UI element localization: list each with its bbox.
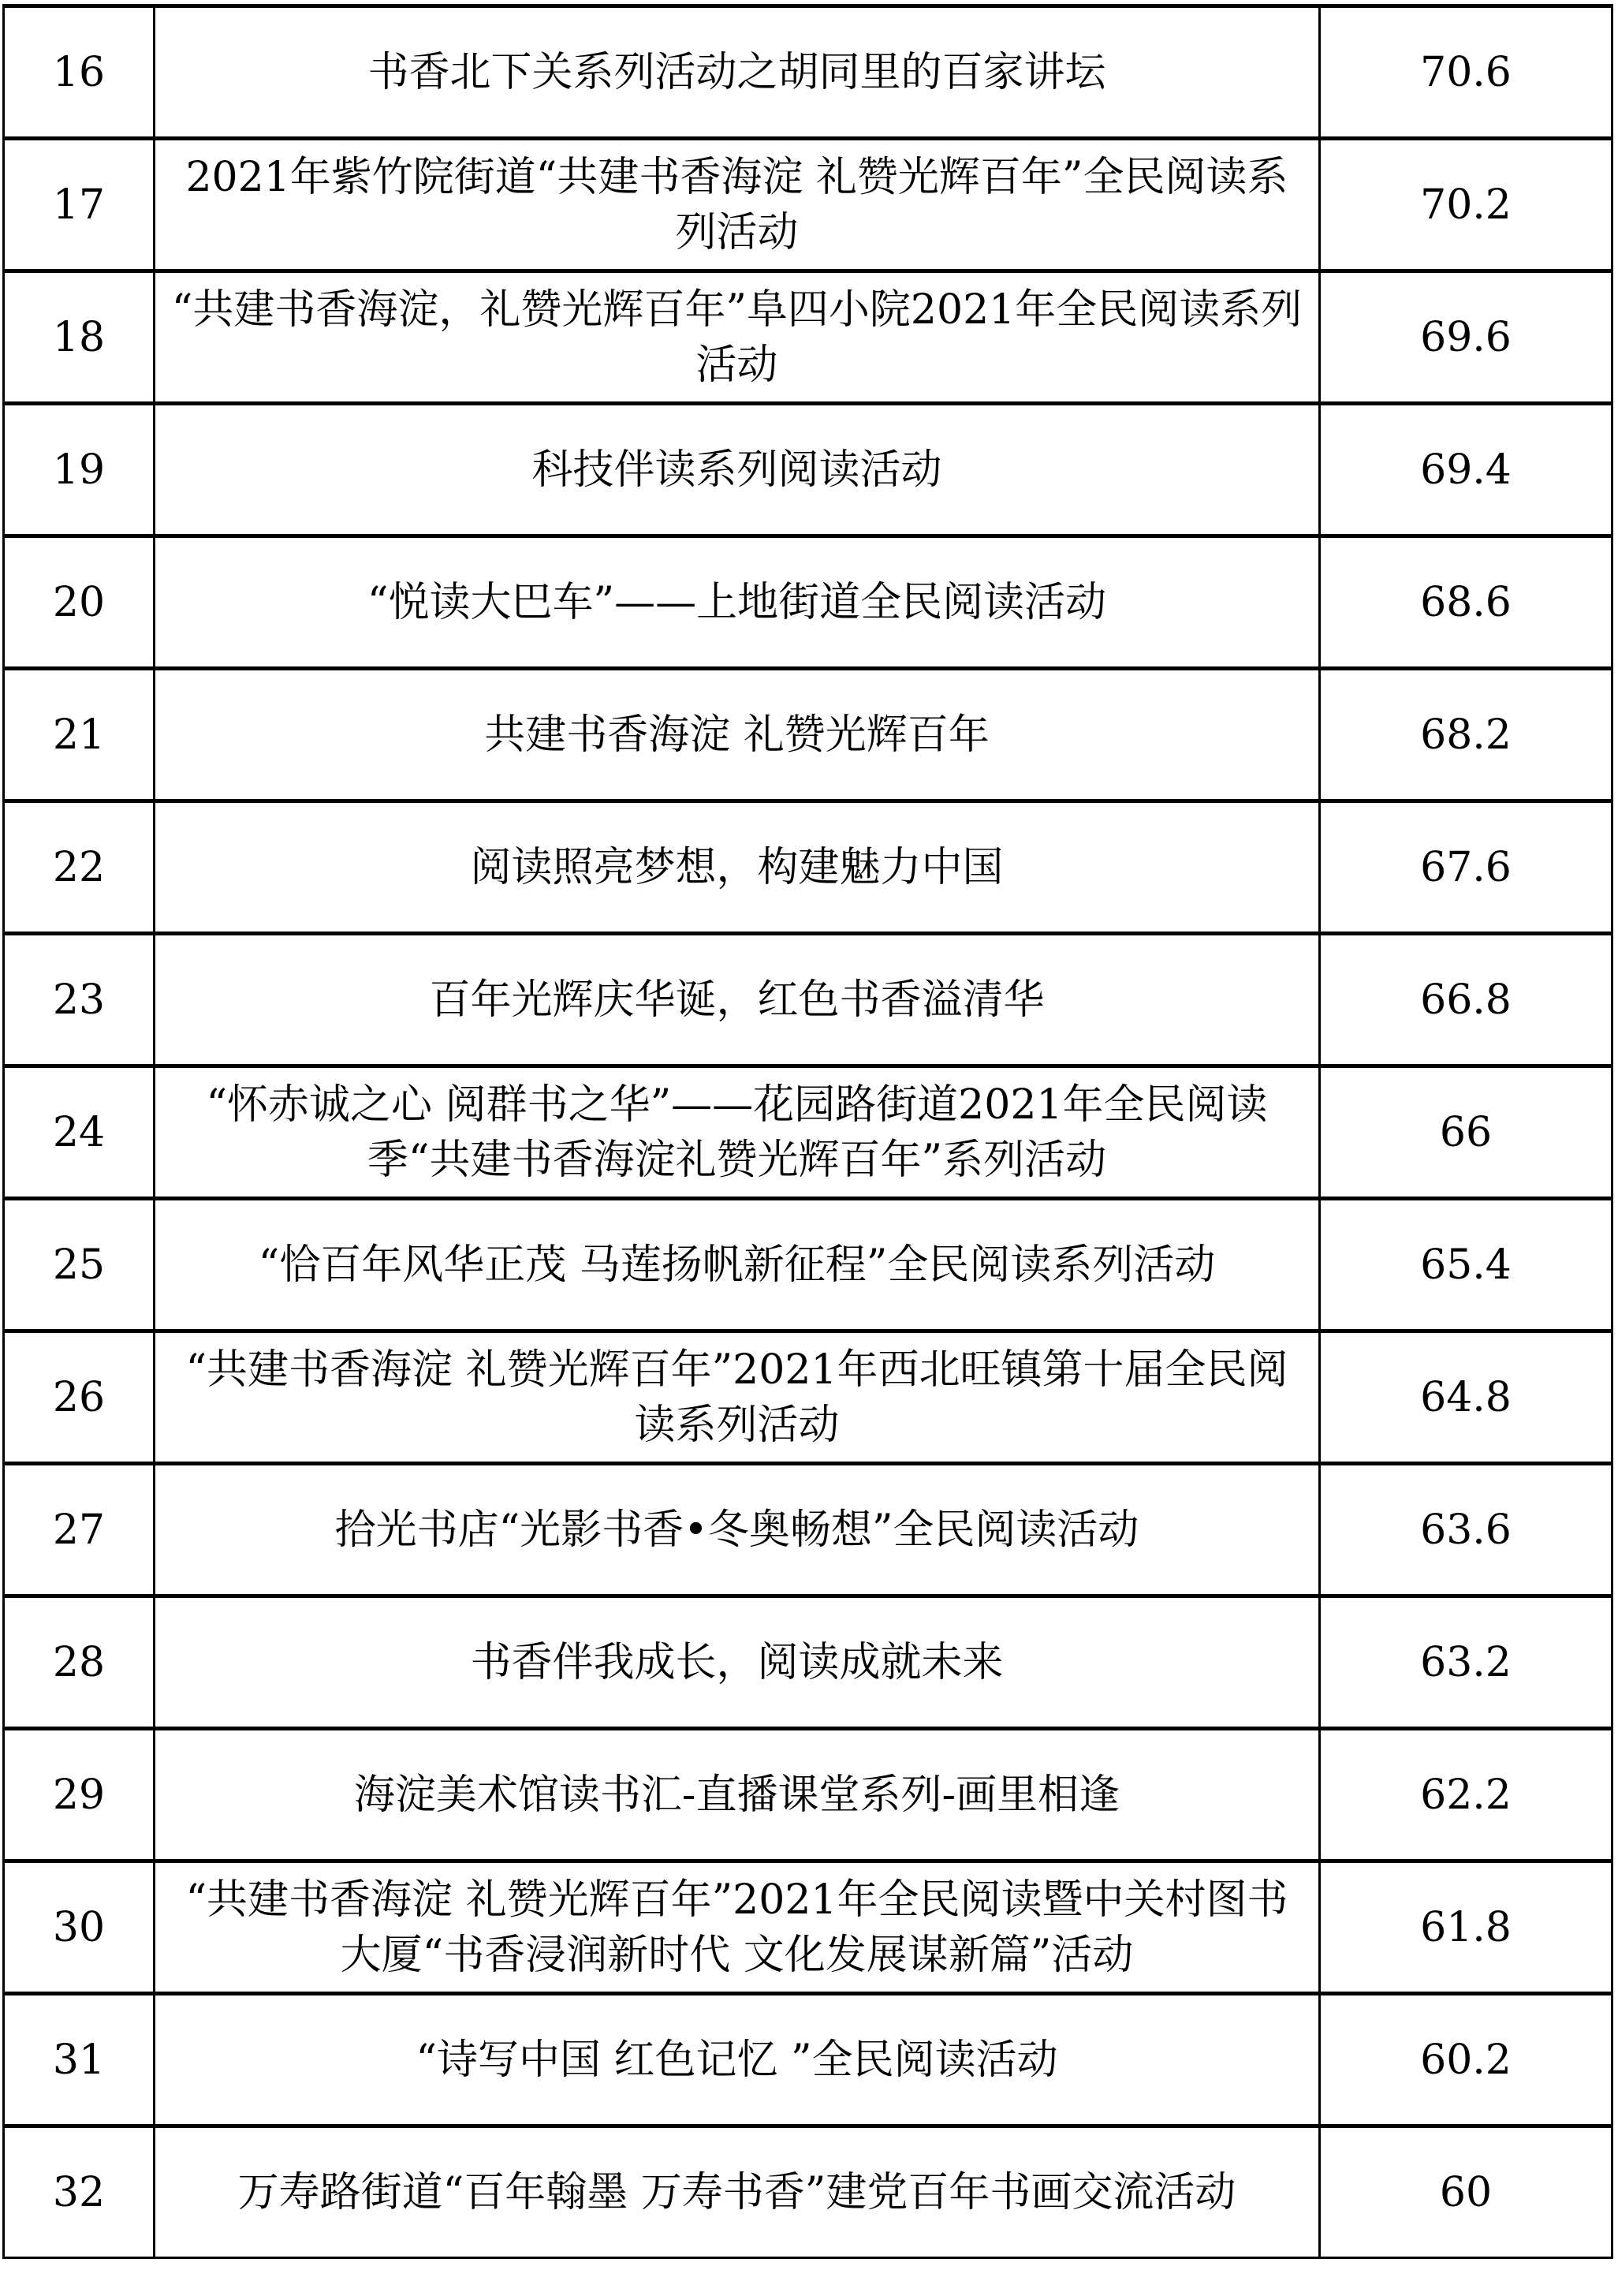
- table-row: [4, 1066, 1612, 1199]
- score-cell: 65.4: [1320, 1199, 1612, 1331]
- score-cell: 69.4: [1320, 404, 1612, 536]
- activity-name-cell: “共建书香海淀 礼赞光辉百年”2021年全民阅读暨中关村图书大厦“书香浸润新时代 文化发展谋新篇”活动: [155, 1861, 1320, 1994]
- table-row: [4, 1596, 1612, 1729]
- score-cell: 64.8: [1320, 1331, 1612, 1464]
- row-number-cell: 28: [4, 1596, 155, 1729]
- table-row: [4, 801, 1612, 934]
- score-cell: 60: [1320, 2126, 1612, 2258]
- table-row: [4, 139, 1612, 271]
- score-cell: 61.8: [1320, 1861, 1612, 1994]
- score-cell: 60.2: [1320, 1994, 1612, 2126]
- activity-name-cell: 阅读照亮梦想，构建魅力中国: [155, 801, 1320, 934]
- row-number-cell: 29: [4, 1729, 155, 1861]
- row-number-cell: 31: [4, 1994, 155, 2126]
- table-row: [4, 934, 1612, 1066]
- table-row: [4, 6, 1612, 139]
- activity-name-cell: 2021年紫竹院街道“共建书香海淀 礼赞光辉百年”全民阅读系列活动: [155, 139, 1320, 271]
- table-row: [4, 1331, 1612, 1464]
- score-cell: 63.2: [1320, 1596, 1612, 1729]
- row-number-cell: 30: [4, 1861, 155, 1994]
- table-row: [4, 271, 1612, 404]
- table-row: [4, 404, 1612, 536]
- activity-name-cell: 书香伴我成长，阅读成就未来: [155, 1596, 1320, 1729]
- row-number-cell: 23: [4, 934, 155, 1066]
- score-cell: 69.6: [1320, 271, 1612, 404]
- activity-name-cell: 书香北下关系列活动之胡同里的百家讲坛: [155, 6, 1320, 139]
- row-number-cell: 19: [4, 404, 155, 536]
- activity-name-cell: “悦读大巴车”——上地街道全民阅读活动: [155, 536, 1320, 669]
- activity-name-cell: 百年光辉庆华诞，红色书香溢清华: [155, 934, 1320, 1066]
- score-cell: 70.2: [1320, 139, 1612, 271]
- score-cell: 66.8: [1320, 934, 1612, 1066]
- activity-name-cell: “怀赤诚之心 阅群书之华”——花园路街道2021年全民阅读季“共建书香海淀礼赞光辉百年”系列活动: [155, 1066, 1320, 1199]
- row-number-cell: 21: [4, 669, 155, 801]
- activity-name-cell: 万寿路街道“百年翰墨 万寿书香”建党百年书画交流活动: [155, 2126, 1320, 2258]
- score-cell: 68.2: [1320, 669, 1612, 801]
- table-row: [4, 1464, 1612, 1596]
- activity-name-cell: “诗写中国 红色记忆 ”全民阅读活动: [155, 1994, 1320, 2126]
- activity-name-cell: “共建书香海淀，礼赞光辉百年”阜四小院2021年全民阅读系列活动: [155, 271, 1320, 404]
- row-number-cell: 26: [4, 1331, 155, 1464]
- table-body: [4, 6, 1612, 2258]
- row-number-cell: 17: [4, 139, 155, 271]
- row-number-cell: 22: [4, 801, 155, 934]
- row-number-cell: 27: [4, 1464, 155, 1596]
- table-row: [4, 536, 1612, 669]
- activity-name-cell: 海淀美术馆读书汇-直播课堂系列-画里相逢: [155, 1729, 1320, 1861]
- activity-name-cell: 科技伴读系列阅读活动: [155, 404, 1320, 536]
- activity-name-cell: “共建书香海淀 礼赞光辉百年”2021年西北旺镇第十届全民阅读系列活动: [155, 1331, 1320, 1464]
- table-row: [4, 1994, 1612, 2126]
- score-cell: 70.6: [1320, 6, 1612, 139]
- score-cell: 63.6: [1320, 1464, 1612, 1596]
- row-number-cell: 20: [4, 536, 155, 669]
- table-row: [4, 2126, 1612, 2258]
- row-number-cell: 18: [4, 271, 155, 404]
- table-row: [4, 1729, 1612, 1861]
- row-number-cell: 25: [4, 1199, 155, 1331]
- row-number-cell: 24: [4, 1066, 155, 1199]
- score-cell: 68.6: [1320, 536, 1612, 669]
- table-row: [4, 1199, 1612, 1331]
- score-cell: 62.2: [1320, 1729, 1612, 1861]
- row-number-cell: 16: [4, 6, 155, 139]
- score-cell: 66: [1320, 1066, 1612, 1199]
- table-row: [4, 669, 1612, 801]
- table-row: [4, 1861, 1612, 1994]
- activity-name-cell: 拾光书店“光影书香•冬奥畅想”全民阅读活动: [155, 1464, 1320, 1596]
- activity-name-cell: “恰百年风华正茂 马莲扬帆新征程”全民阅读系列活动: [155, 1199, 1320, 1331]
- activity-name-cell: 共建书香海淀 礼赞光辉百年: [155, 669, 1320, 801]
- ranking-table: [2, 4, 1613, 2259]
- row-number-cell: 32: [4, 2126, 155, 2258]
- score-cell: 67.6: [1320, 801, 1612, 934]
